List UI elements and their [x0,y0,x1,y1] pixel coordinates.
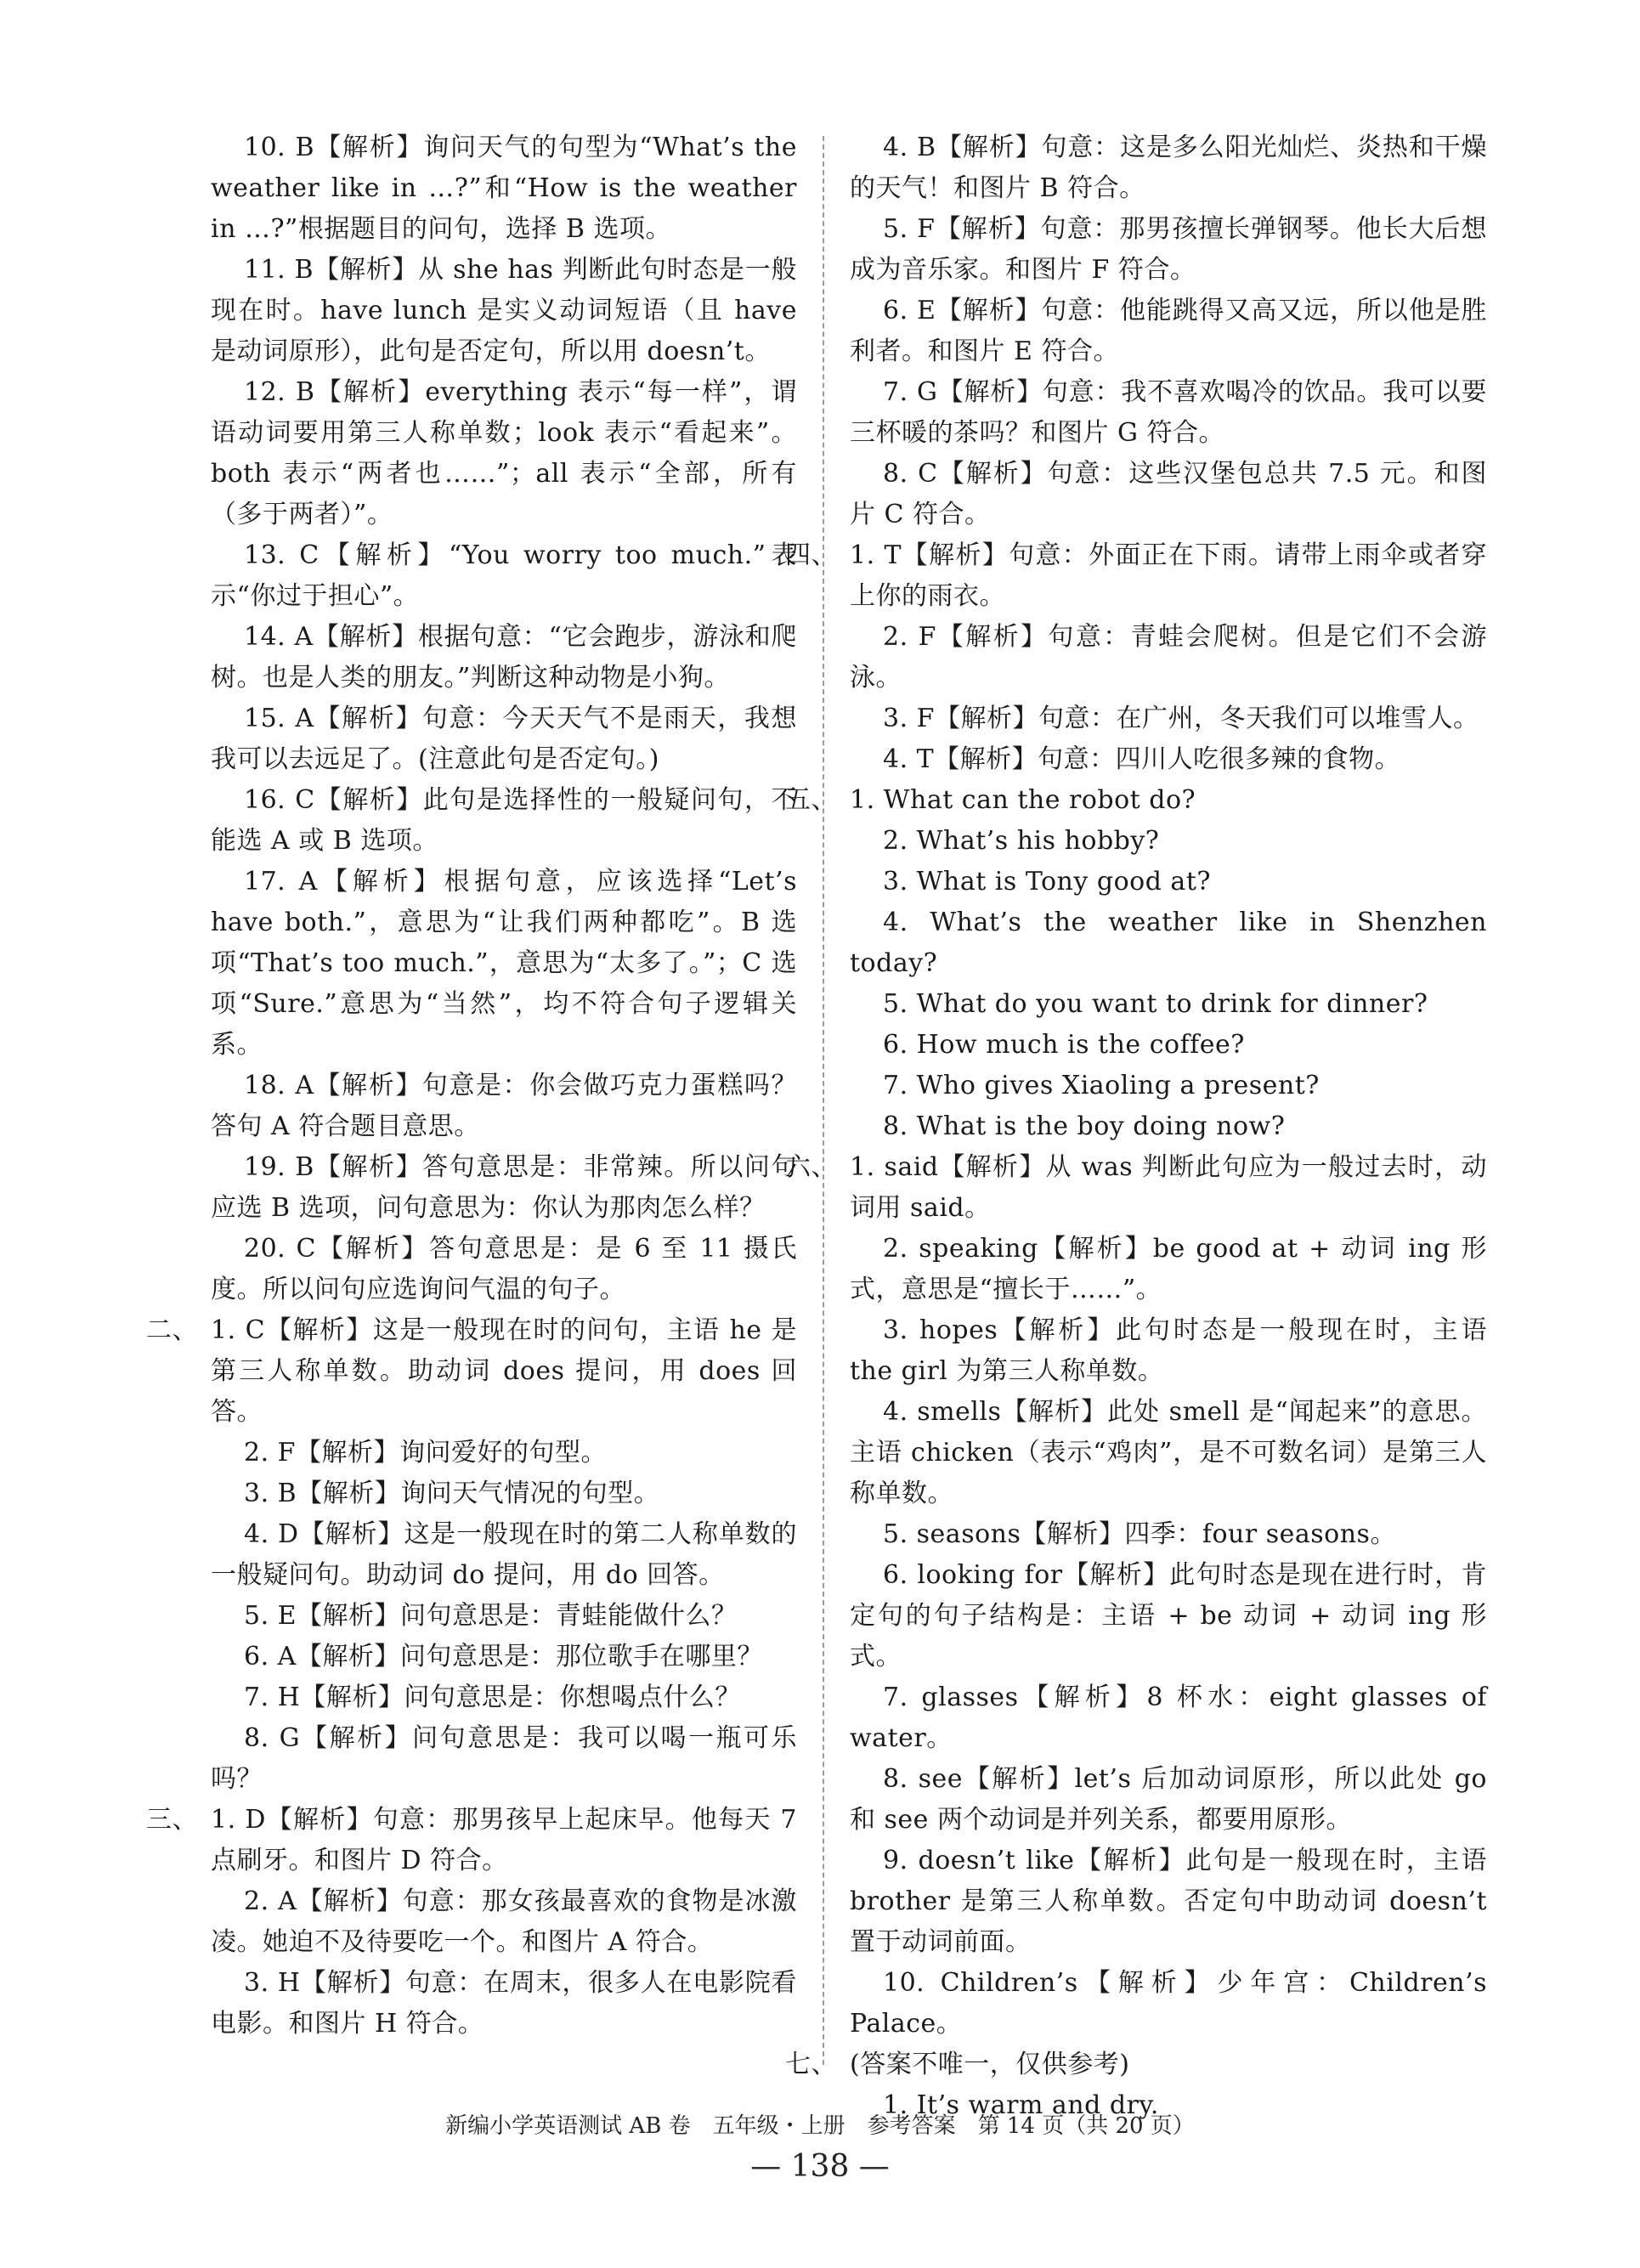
answer-item: 4. T【解析】句意：四川人吃很多辣的食物。 [883,744,1401,774]
answer-item: 4. smells【解析】此处 smell 是“闻起来”的意思。主语 chicken（表示“鸡肉”，是不可数名词）是第三人称单数。 [850,1397,1487,1508]
answer-item: 5. E【解析】问句意思是：青蛙能做什么？ [244,1601,738,1631]
answer-item: 3. H【解析】句意：在周末，很多人在电影院看电影。和图片 H 符合。 [211,1968,797,2039]
section-answer [146,1800,797,1881]
answer-item: 3. B【解析】询问天气情况的句型。 [244,1479,660,1508]
answer-text: 1. What can the robot do? [850,785,1196,815]
answer-item: 3. What is Tony good at? [883,867,1211,896]
answer-item: 6. How much is the coffee? [883,1030,1245,1060]
answer-item: 6. A【解析】问句意思是：那位歌手在哪里？ [244,1642,763,1671]
right-column [785,127,1487,2126]
answer-item: 8. C【解析】句意：这些汉堡包总共 7.5 元。和图片 C 符合。 [850,459,1487,529]
answer-item: 8. see【解析】let’s 后加动词原形，所以此处 go 和 see 两个动词是并列关系，都要用原形。 [850,1764,1487,1835]
answer-item: 8. G【解析】问句意思是：我可以喝一瓶可乐吗？ [211,1723,797,1794]
column-divider [823,136,824,2065]
answer-text: 1. T【解析】句意：外面正在下雨。请带上雨伞或者穿上你的雨衣。 [850,540,1487,611]
answer-item: 6. looking for【解析】此句时态是现在进行时，肯定句的句子结构是：主语 + be 动词 + 动词 ing 形式。 [850,1560,1487,1671]
page-number: — 138 — [750,2149,890,2184]
section-marker: 四、 [785,540,837,570]
answer-text: (答案不唯一，仅供参考) [850,2050,1130,2079]
answer-text: 1. D【解析】句意：那男孩早上起床早。他每天 7 点刷牙。和图片 D 符合。 [211,1805,797,1875]
answer-item: 14. A【解析】根据句意：“它会跑步，游泳和爬树。也是人类的朋友。”判断这种动物是小狗。 [211,622,797,693]
section-marker: 六、 [785,1152,837,1182]
answer-item: 8. What is the boy doing now? [883,1111,1286,1141]
answer-item: 17. A【解析】根据句意，应该选择“Let’s have both.”，意思为“让我们两种都吃”。B 选项“That’s too much.”，意思为“太多了。”；C 选项“Sure.”意思为“当然”，均不符合句子逻辑关系。 [211,867,797,1060]
answer-text: 1. said【解析】从 was 判断此句应为一般过去时，动词用 said。 [850,1152,1487,1223]
answer-item: 4. B【解析】句意：这是多么阳光灿烂、炎热和干燥的天气！和图片 B 符合。 [850,133,1487,203]
answer-item: 9. doesn’t like【解析】此句是一般现在时，主语 brother 是第三人称单数。否定句中助动词 doesn’t 置于动词前面。 [850,1846,1487,1957]
answer-item: 11. B【解析】从 she has 判断此句时态是一般现在时。have lunch 是实义动词短语（且 have 是动词原形），此句是否定句，所以用 doesn’t。 [211,255,797,366]
section-answer [146,1310,797,1433]
answer-item: 2. speaking【解析】be good at + 动词 ing 形式，意思是“擅长于……”。 [850,1234,1487,1304]
answer-item: 7. H【解析】问句意思是：你想喝点什么？ [244,1683,741,1712]
section-marker: 二、 [146,1315,198,1345]
section-marker: 七、 [785,2050,837,2079]
answer-item: 3. F【解析】句意：在广州，冬天我们可以堆雪人。 [883,704,1479,733]
answer-item: 7. glasses【解析】8 杯水：eight glasses of water。 [850,1683,1487,1753]
section-marker: 五、 [785,785,837,815]
left-column [146,127,797,2045]
answer-item: 1. It’s warm and dry. [883,2090,1159,2120]
answer-item: 5. What do you want to drink for dinner? [883,989,1428,1019]
answer-item: 12. B【解析】everything 表示“每一样”，谓语动词要用第三人称单数；look 表示“看起来”。both 表示“两者也……”；all 表示“全部，所有（多于两者）”。 [211,377,797,529]
answer-item: 2. What’s his hobby? [883,826,1160,856]
answer-item: 2. F【解析】询问爱好的句型。 [244,1438,607,1468]
answer-item: 7. G【解析】句意：我不喜欢喝冷的饮品。我可以要三杯暖的茶吗？和图片 G 符合。 [850,377,1487,448]
answer-item: 4. What’s the weather like in Shenzhen today? [850,908,1487,978]
section-answer [785,780,1487,821]
answer-item: 3. hopes【解析】此句时态是一般现在时，主语 the girl 为第三人称单数。 [850,1315,1487,1386]
answer-item: 10. B【解析】询问天气的句型为“What’s the weather like in …?”和“How is the weather in …?”根据题目的问句，选择 B 选项。 [211,133,797,244]
answer-item: 19. B【解析】答句意思是：非常辣。所以问句应选 B 选项，问句意思为：你认为那肉怎么样？ [211,1152,797,1223]
section-answer [785,2045,1487,2085]
section-answer [785,535,1487,617]
answer-item: 16. C【解析】此句是选择性的一般疑问句，不能选 A 或 B 选项。 [211,785,797,856]
answer-item: 15. A【解析】句意：今天天气不是雨天，我想我可以去远足了。(注意此句是否定句。) [211,704,797,774]
answer-item: 18. A【解析】句意是：你会做巧克力蛋糕吗？答句 A 符合题目意思。 [211,1071,797,1141]
answer-item: 10. Children’s【解析】少年宫：Children’s Palace。 [850,1968,1487,2039]
answer-item: 13. C【解析】“You worry too much.”表示“你过于担心”。 [211,540,797,611]
answer-text: 1. C【解析】这是一般现在时的问句，主语 he 是第三人称单数。助动词 does 提问，用 does 回答。 [211,1315,797,1427]
section-answer [785,1147,1487,1229]
answer-item: 2. F【解析】句意：青蛙会爬树。但是它们不会游泳。 [850,622,1487,693]
answer-item: 5. F【解析】句意：那男孩擅长弹钢琴。他长大后想成为音乐家。和图片 F 符合。 [850,214,1487,285]
answer-item: 7. Who gives Xiaoling a present? [883,1071,1320,1100]
answer-item: 20. C【解析】答句意思是：是 6 至 11 摄氏度。所以问句应选询问气温的句子。 [211,1234,797,1304]
answer-item: 4. D【解析】这是一般现在时的第二人称单数的一般疑问句。助动词 do 提问，用 do 回答。 [211,1519,797,1590]
answer-item: 2. A【解析】句意：那女孩最喜欢的食物是冰激凌。她迫不及待要吃一个。和图片 A 符合。 [211,1886,797,1957]
answer-item: 6. E【解析】句意：他能跳得又高又远，所以他是胜利者。和图片 E 符合。 [850,296,1487,366]
section-marker: 三、 [146,1805,198,1835]
answer-item: 5. seasons【解析】四季：four seasons。 [883,1519,1396,1549]
footer-info: 新编小学英语测试 AB 卷 五年级・上册 参考答案 第 14 页（共 20 页） [445,2113,1195,2139]
